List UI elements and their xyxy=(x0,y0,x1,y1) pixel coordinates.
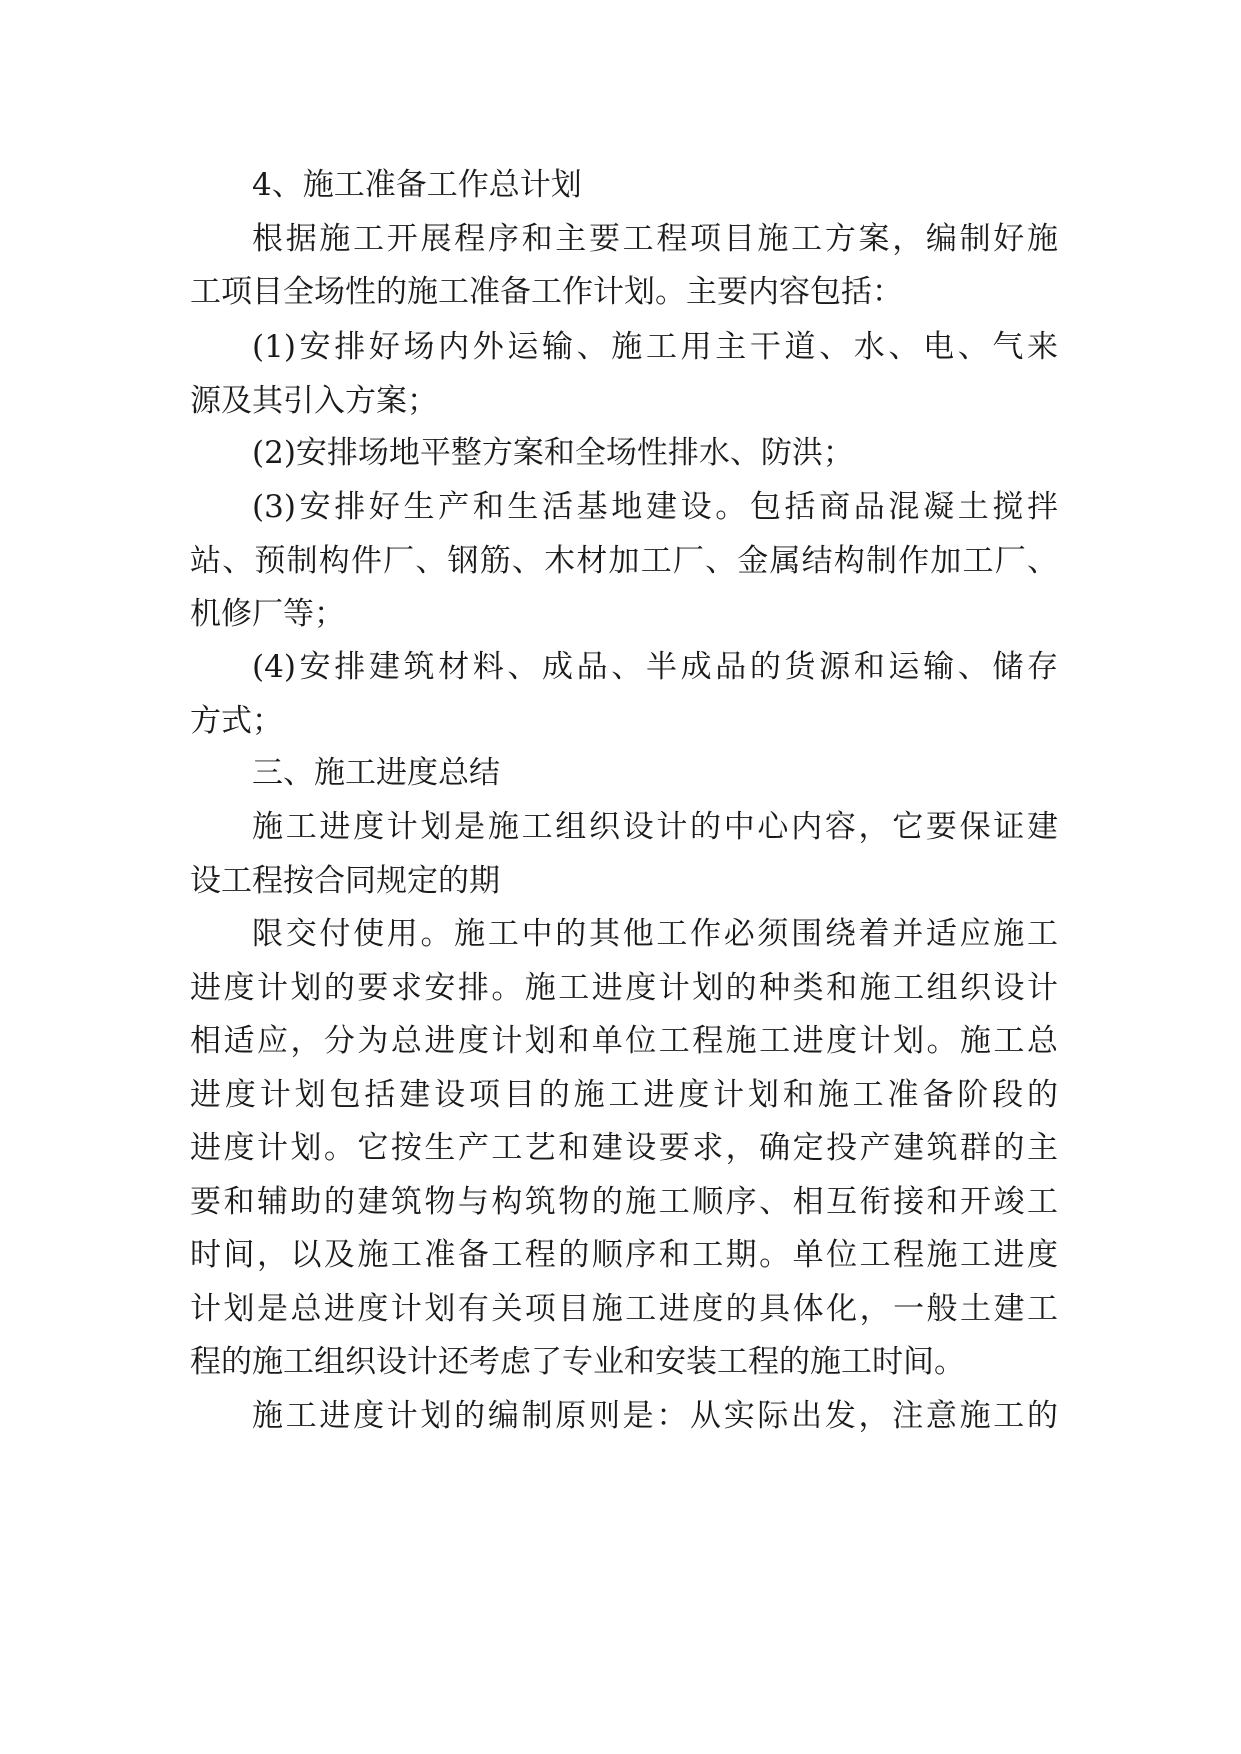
list-item-line: 源及其引入方案； xyxy=(190,383,438,419)
paragraph-line: 要和辅助的建筑物与构筑物的施工顺序、相互衔接和开竣工 xyxy=(190,1184,1058,1220)
paragraph-line: 进度计划的要求安排。施工进度计划的种类和施工组织设计 xyxy=(190,970,1058,1006)
paragraph-line: 进度计划包括建设项目的施工进度计划和施工准备阶段的 xyxy=(190,1077,1058,1113)
list-item-line: (2)安排场地平整方案和全场性排水、防洪； xyxy=(252,435,854,471)
section-heading: 三、施工进度总结 xyxy=(252,755,500,791)
list-item-line: 方式； xyxy=(190,703,283,739)
paragraph-line: 限交付使用。施工中的其他工作必须围绕着并适应施工 xyxy=(252,916,1058,952)
list-item-line: (1)安排好场内外运输、施工用主干道、水、电、气来 xyxy=(252,329,1058,365)
list-item-line: (4)安排建筑材料、成品、半成品的货源和运输、储存 xyxy=(252,649,1058,685)
list-item-line: (3)安排好生产和生活基地建设。包括商品混凝土搅拌 xyxy=(252,489,1058,525)
paragraph-line: 计划是总进度计划有关项目施工进度的具体化，一般土建工 xyxy=(190,1291,1058,1327)
paragraph-line: 设工程按合同规定的期 xyxy=(190,863,500,899)
list-item-line: 站、预制构件厂、钢筋、木材加工厂、金属结构制作加工厂、 xyxy=(190,543,1058,579)
paragraph-line: 根据施工开展程序和主要工程项目施工方案，编制好施 xyxy=(252,221,1058,257)
paragraph-line: 进度计划。它按生产工艺和建设要求，确定投产建筑群的主 xyxy=(190,1130,1058,1166)
paragraph-line: 时间，以及施工准备工程的顺序和工期。单位工程施工进度 xyxy=(190,1237,1058,1273)
paragraph-line: 相适应，分为总进度计划和单位工程施工进度计划。施工总 xyxy=(190,1023,1058,1059)
paragraph-line: 程的施工组织设计还考虑了专业和安装工程的施工时间。 xyxy=(190,1344,965,1380)
section-heading: 4、施工准备工作总计划 xyxy=(252,167,582,203)
list-item-line: 机修厂等； xyxy=(190,596,345,632)
paragraph-line: 施工进度计划是施工组织设计的中心内容，它要保证建 xyxy=(252,809,1058,845)
paragraph-line: 施工进度计划的编制原则是：从实际出发，注意施工的 xyxy=(252,1398,1058,1434)
paragraph-line: 工项目全场性的施工准备工作计划。主要内容包括： xyxy=(190,274,903,310)
